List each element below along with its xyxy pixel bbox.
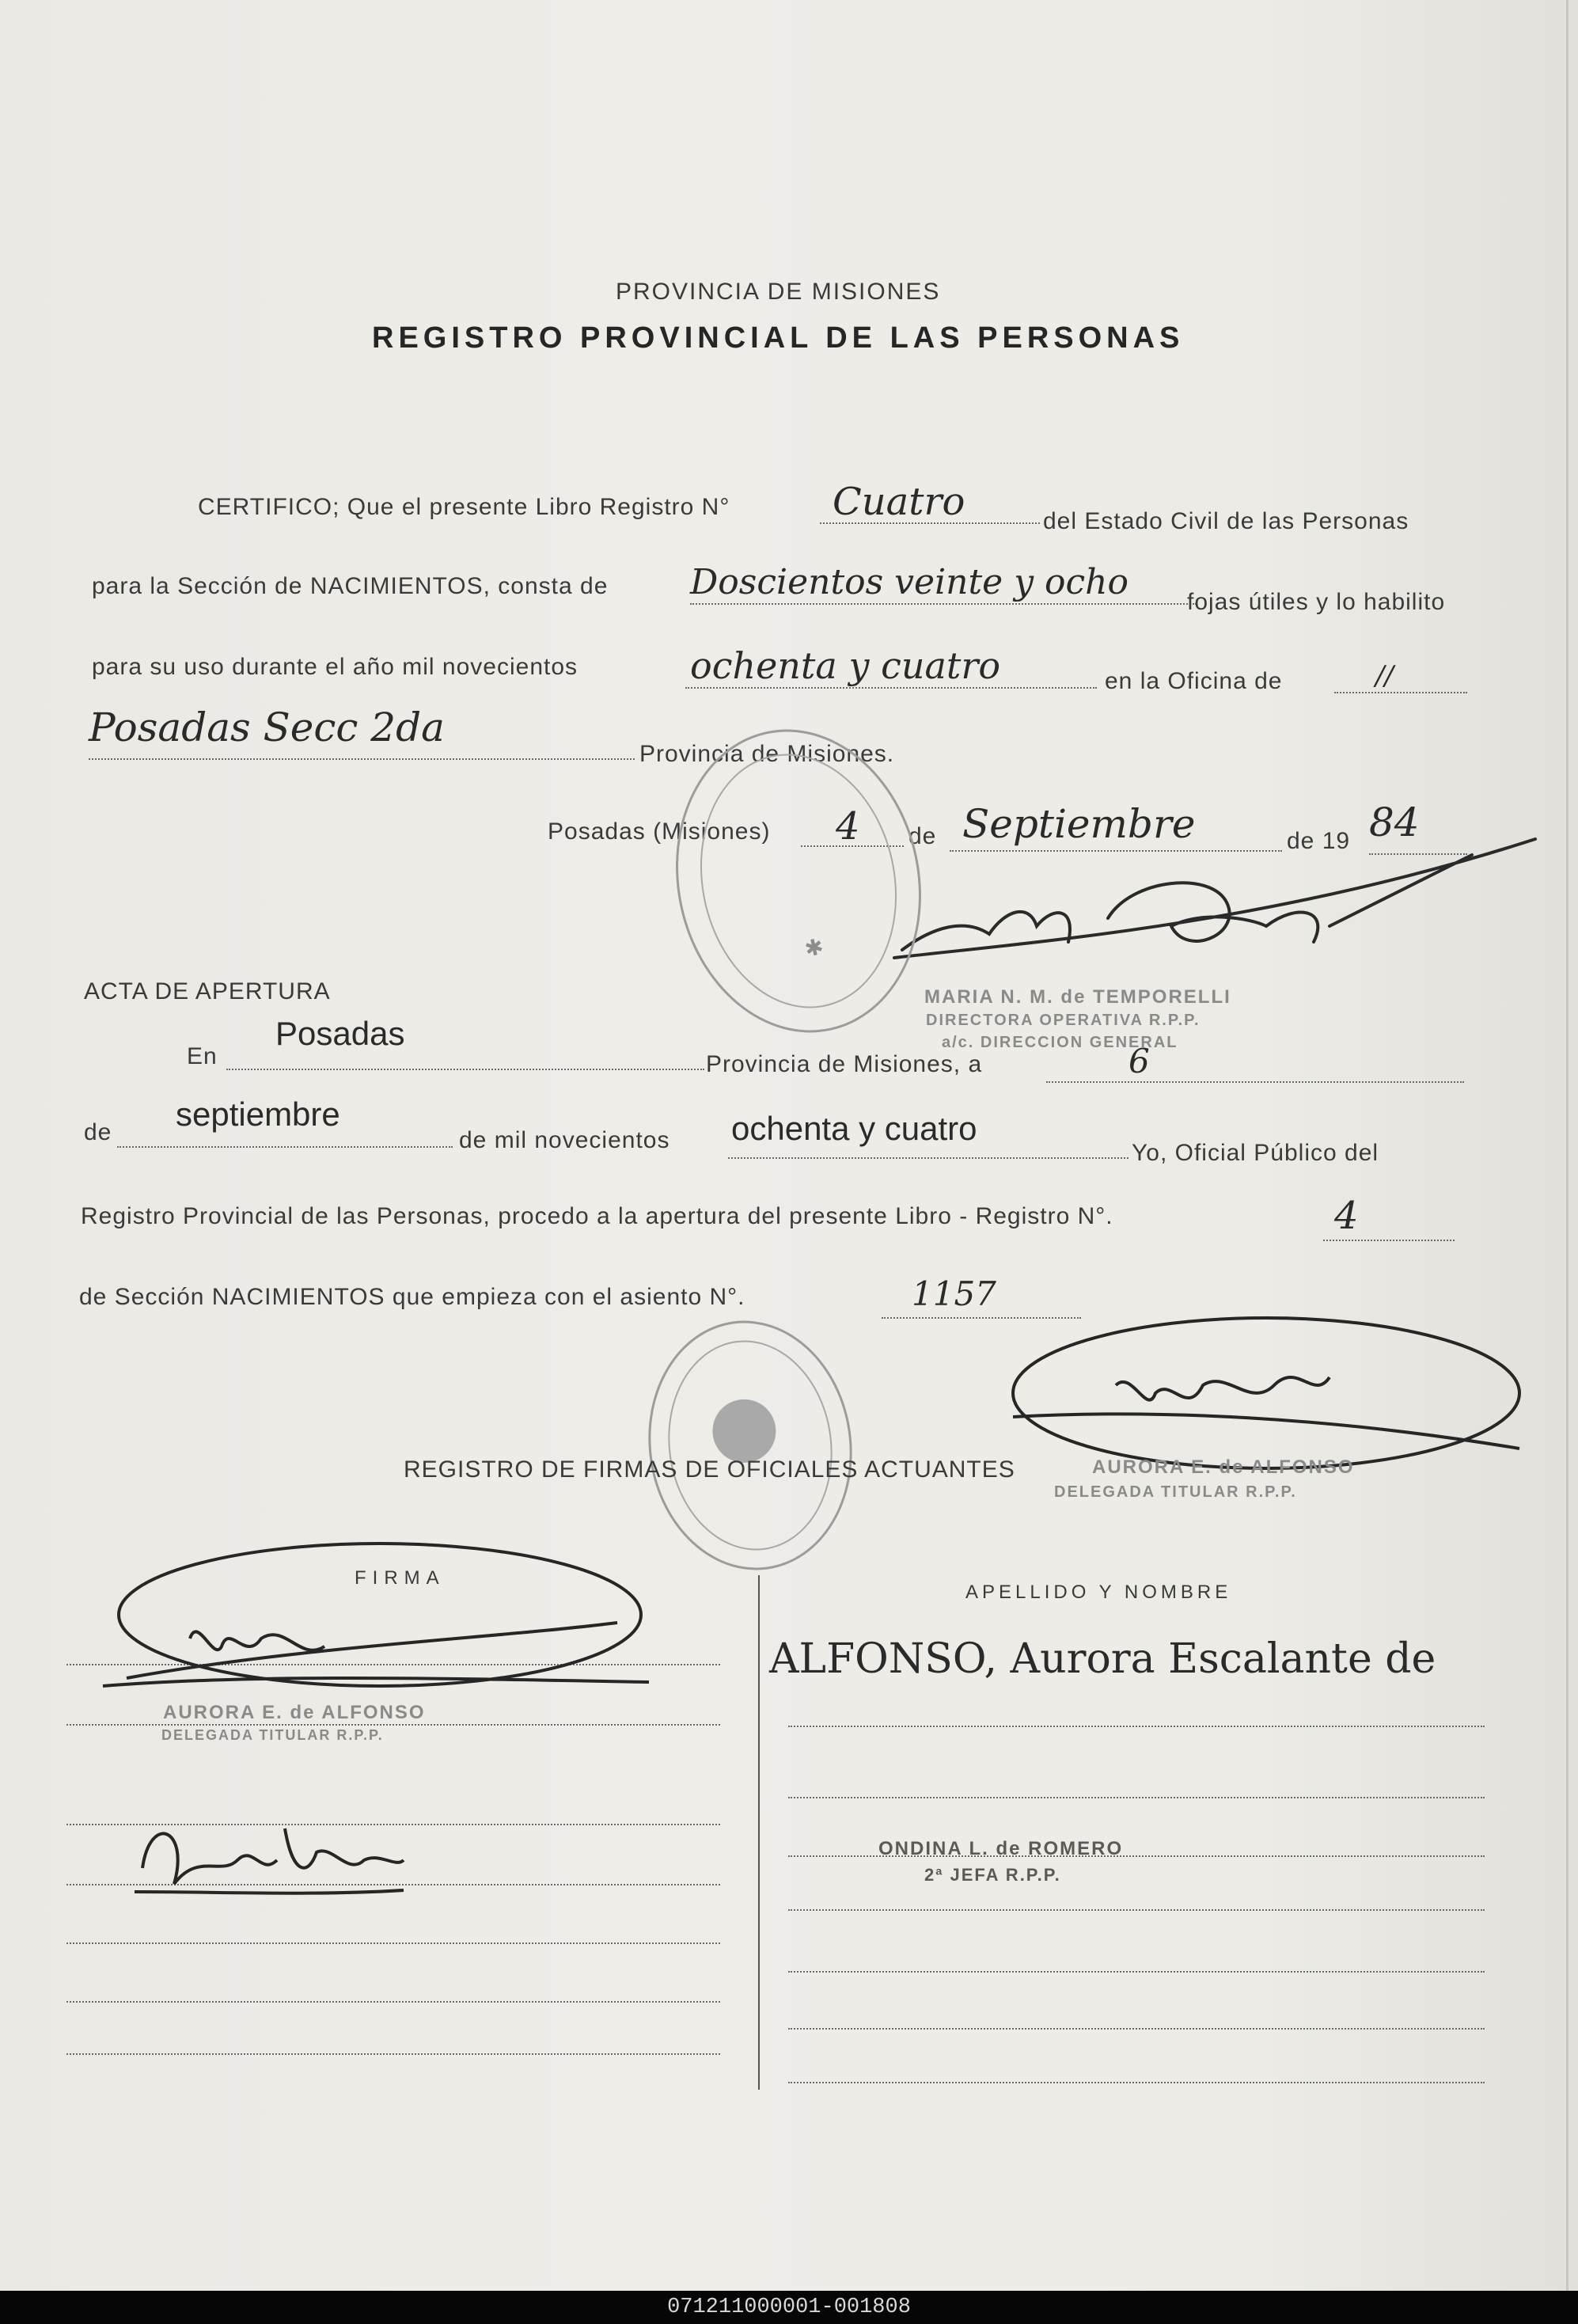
firma-line-5 <box>66 1942 720 1944</box>
acta-prov-label: Provincia de Misiones, a <box>706 1051 983 1077</box>
acta-anio-line <box>728 1157 1128 1159</box>
nombre-line-6 <box>788 2028 1485 2030</box>
signatory2-name: AURORA E. de ALFONSO <box>1092 1456 1355 1478</box>
acta-yo-label: Yo, Oficial Público del <box>1132 1140 1379 1166</box>
signature-romero <box>127 1797 412 1908</box>
firmas-divider <box>758 1575 760 2090</box>
acta-asiento-value: 1157 <box>912 1274 996 1313</box>
entry1-name: ALFONSO, Aurora Escalante de <box>769 1635 1436 1683</box>
signatory1-sub: a/c. DIRECCION GENERAL <box>942 1034 1178 1051</box>
cert-line4-post: Provincia de Misiones. <box>639 741 895 767</box>
registry-heading: REGISTRO PROVINCIAL DE LAS PERSONAS <box>372 321 1185 355</box>
registry-stamp-lower <box>632 1308 867 1584</box>
acta-en-line <box>226 1069 704 1070</box>
nombre-line-2 <box>788 1797 1485 1798</box>
province-heading: PROVINCIA DE MISIONES <box>616 279 941 305</box>
acta-libro-value: 4 <box>1334 1194 1359 1238</box>
date-label: Posadas (Misiones) <box>548 818 771 845</box>
firma-line-6 <box>66 2001 720 2003</box>
cert-line3-oficina-label: en la Oficina de <box>1105 668 1283 694</box>
acta-title: ACTA DE APERTURA <box>84 978 331 1004</box>
mes-value: Septiembre <box>962 801 1196 847</box>
acta-mil-label: de mil novecientos <box>459 1127 670 1153</box>
entry1-stamp-name: AURORA E. de ALFONSO <box>163 1702 426 1723</box>
oficina-line-a <box>1334 692 1467 693</box>
cert-line1-post: del Estado Civil de las Personas <box>1043 508 1409 534</box>
signature-temporelli <box>871 831 1551 989</box>
anio-value: ochenta y cuatro <box>690 644 1001 687</box>
oficina-value: Posadas Secc 2da <box>89 704 445 750</box>
cert-line2-post: fojas útiles y lo habilito <box>1187 589 1446 615</box>
signatory1-role: DIRECTORA OPERATIVA R.P.P. <box>926 1012 1201 1029</box>
firmas-col-nombre: APELLIDO Y NOMBRE <box>965 1582 1232 1603</box>
fojas-line <box>690 603 1197 605</box>
cert-line1-label: CERTIFICO; Que el presente Libro Registro N° <box>198 494 730 520</box>
fojas-value: Doscientos veinte y ocho <box>690 562 1128 602</box>
cert-line3-label: para su uso durante el año mil novecientos <box>92 654 578 680</box>
nombre-line-7 <box>788 2082 1485 2083</box>
entry1-stamp-role: DELEGADA TITULAR R.P.P. <box>161 1727 384 1743</box>
nombre-line-4 <box>788 1909 1485 1911</box>
firmas-title: REGISTRO DE FIRMAS DE OFICIALES ACTUANTES <box>404 1456 1015 1483</box>
signatory2-role: DELEGADA TITULAR R.P.P. <box>1054 1483 1297 1501</box>
firma-line-2 <box>66 1724 720 1726</box>
year-value: 84 <box>1369 799 1420 845</box>
acta-en-label: En <box>187 1043 218 1069</box>
firmas-col-firma: FIRMA <box>355 1567 446 1589</box>
page-edge <box>1566 0 1569 2291</box>
dia-value: 4 <box>836 804 860 849</box>
signatory1-name: MARIA N. M. de TEMPORELLI <box>924 986 1231 1008</box>
nombre-line-5 <box>788 1971 1485 1973</box>
acta-seccion-line: de Sección NACIMIENTOS que empieza con el asiento N°. <box>79 1284 745 1310</box>
acta-de-label: de <box>84 1119 112 1145</box>
entry2-stamp-name: ONDINA L. de ROMERO <box>878 1838 1124 1859</box>
acta-dia-value: 6 <box>1128 1042 1150 1080</box>
acta-registro-line: Registro Provincial de las Personas, procedo a la apertura del presente Libro - Registro N°. <box>81 1203 1113 1229</box>
date-year-label: de 19 <box>1287 828 1351 854</box>
oficina-mark: // <box>1375 660 1394 692</box>
cert-line2-label: para la Sección de NACIMIENTOS, consta de <box>92 573 609 599</box>
acta-mes-line <box>117 1146 453 1148</box>
registry-stamp-upper: ✱ <box>648 706 949 1055</box>
entry2-stamp-role: 2ª JEFA R.P.P. <box>924 1865 1061 1885</box>
anio-line <box>685 687 1097 689</box>
oficina-line-b <box>89 758 635 760</box>
acta-en-value: Posadas <box>275 1015 405 1052</box>
acta-dia-line <box>1046 1081 1464 1083</box>
nombre-line-1 <box>788 1726 1485 1727</box>
acta-mes-value: septiembre <box>176 1096 340 1133</box>
acta-libro-line <box>1323 1240 1455 1241</box>
date-de-label: de <box>908 823 937 849</box>
libro-numero-value: Cuatro <box>833 480 965 524</box>
image-id-bar: 071211000001-001808 <box>0 2291 1578 2324</box>
acta-anio-value: ochenta y cuatro <box>731 1110 977 1147</box>
signature-alfonso-lower <box>95 1528 665 1718</box>
firma-line-7 <box>66 2053 720 2055</box>
